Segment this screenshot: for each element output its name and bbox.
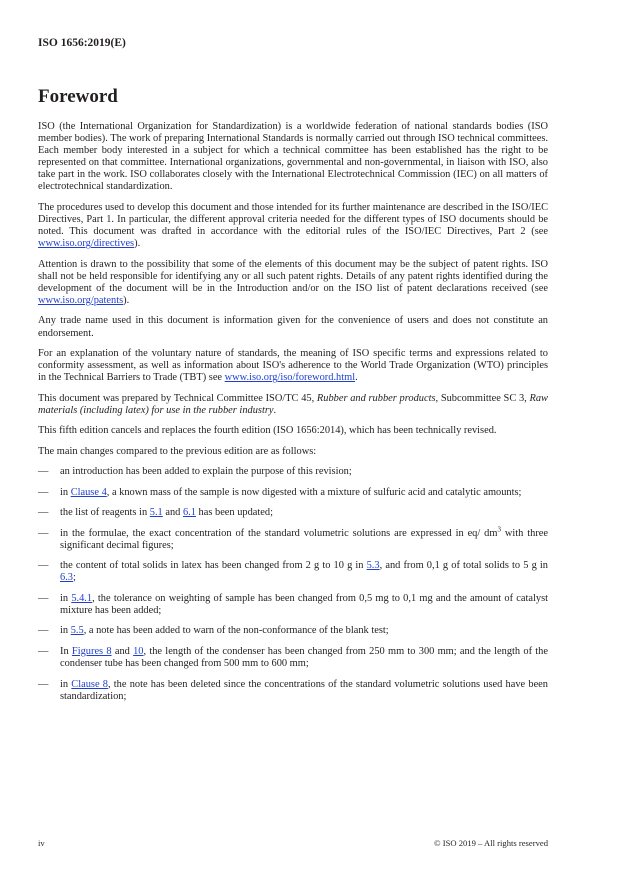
change-text	[60, 507, 548, 519]
bullet-dash: —	[38, 466, 49, 478]
text-segment: and	[111, 645, 134, 657]
change-text	[60, 466, 548, 478]
bullet-dash: —	[38, 507, 49, 519]
text-segment: The main changes compared to the previous edition are as follows:	[38, 445, 317, 457]
text-segment: .	[355, 372, 358, 384]
cross-reference-link[interactable]: 5.1	[149, 507, 163, 519]
cross-reference-link[interactable]: www.iso.org/iso/foreword.html	[224, 372, 356, 384]
foreword-body	[38, 121, 548, 711]
change-text	[60, 487, 548, 499]
paragraph	[38, 446, 548, 458]
text-segment: 3	[497, 525, 501, 534]
paragraph	[38, 202, 548, 250]
cross-reference-link[interactable]: 5.5	[70, 625, 84, 637]
cross-reference-link[interactable]: Figures 8	[71, 645, 112, 657]
bullet-dash: —	[38, 592, 49, 604]
text-segment: , a known mass of the sample is now digested with a mixture of sulfuric acid and catalytic amounts;	[106, 486, 522, 498]
bullet-dash: —	[38, 678, 49, 690]
cross-reference-link[interactable]: 5.4.1	[71, 592, 93, 604]
change-text	[60, 560, 548, 584]
text-segment: in	[60, 678, 72, 690]
text-segment: and	[162, 507, 183, 519]
bullet-dash: —	[38, 625, 49, 637]
change-list-item	[38, 593, 548, 617]
change-list-item	[38, 466, 548, 478]
text-segment: .	[273, 404, 277, 416]
text-segment: in	[60, 486, 71, 498]
change-text	[60, 646, 548, 670]
text-segment: ).	[123, 295, 130, 306]
bullet-dash: —	[38, 527, 49, 539]
text-segment: , the note has been deleted since the concentrations of the standard volumetric solutions used have been standardization;	[60, 678, 548, 702]
text-segment: For an explanation of the voluntary nature of standards, the meaning of ISO specific terms and expressions related to conformity assessment, as well as information about ISO's adherence to the World Trade Organization (WTO) principles in the Technical Barriers to Trade (TBT) see	[38, 348, 548, 384]
change-list-item	[38, 525, 549, 552]
bullet-dash: —	[38, 560, 49, 572]
text-segment: in	[60, 592, 72, 604]
paragraph	[38, 348, 548, 384]
cross-reference-link[interactable]: 5.3	[366, 560, 380, 572]
paragraph	[38, 259, 548, 307]
page-title: Foreword	[38, 86, 118, 107]
document-header: ISO 1656:2019(E)	[38, 37, 126, 49]
paragraph	[38, 425, 548, 437]
cross-reference-link[interactable]: 6.1	[182, 507, 196, 519]
text-segment: ISO (the International Organization for Standardization) is a worldwide federation of national standards bodies (ISO member bodies). The work of preparing International Standards is normally carried out through ISO technical committees. Each member body interested in a subject for which a technical committee has been established has the right to be represented on that committee. International organizations, governmental and non-governmental, in liaison with ISO, also take part in the work. ISO collaborates closely with the International Electrotechnical Commission (IEC) on all matters of electrotechnical standardization.	[38, 121, 548, 193]
text-segment: This document was prepared by Technical Committee ISO/TC 45,	[38, 392, 317, 404]
change-list-item	[38, 646, 548, 670]
text-segment: , the tolerance on weighting of sample has been changed from 0,5 mg to 0,1 mg and the amount of catalyst mixture has been added;	[60, 592, 549, 616]
change-list-item	[38, 560, 548, 584]
change-list-item	[38, 507, 548, 519]
text-segment: has been updated;	[195, 507, 273, 519]
change-text	[60, 525, 549, 552]
cross-reference-link[interactable]: 10	[133, 645, 144, 657]
paragraph	[38, 315, 548, 339]
text-segment: ).	[134, 238, 141, 250]
text-segment: , Subcommittee SC 3,	[435, 392, 530, 404]
change-text	[60, 625, 548, 637]
text-segment: the content of total solids in latex has been changed from 2 g to 10 g in	[60, 560, 367, 572]
italic-text: Rubber and rubber products	[316, 392, 436, 404]
text-segment: Attention is drawn to the possibility that some of the elements of this document may be the subject of patent rights. ISO shall not be held responsible for identifying any or all such patent rights. Details of any patent rights identified during the development of the document will be in the Introduction and/or on the ISO list of patent declarations received (see	[38, 258, 548, 294]
change-text	[60, 679, 548, 703]
change-list-item	[38, 487, 548, 499]
change-list-item	[38, 625, 548, 637]
change-text	[60, 593, 548, 617]
text-segment: The procedures used to develop this document and those intended for its further maintenance are described in the ISO/IEC Directives, Part 1. In particular, the different approval criteria needed for the different types of ISO documents should be noted. This document was drafted in accordance with the editorial rules of the ISO/IEC Directives, Part 2 (see	[38, 201, 548, 238]
text-segment: Any trade name used in this document is information given for the convenience of users and does not constitute an endorsement.	[38, 315, 548, 339]
text-segment: , a note has been added to warn of the non-conformance of the blank test;	[83, 625, 389, 637]
change-list-item	[38, 679, 548, 703]
page-footer	[38, 838, 548, 848]
cross-reference-link[interactable]: Clause 8	[71, 678, 108, 690]
text-segment: ;	[73, 572, 76, 584]
paragraph	[38, 393, 548, 417]
bullet-dash: —	[38, 486, 49, 498]
text-segment: This fifth edition cancels and replaces the fourth edition (ISO 1656:2014), which has been technically revised.	[38, 425, 497, 437]
cross-reference-link[interactable]: www.iso.org/directives	[38, 238, 135, 250]
paragraph	[38, 121, 548, 194]
text-segment: , and from 0,1 g of total solids to 5 g in	[379, 560, 548, 572]
text-segment: the list of reagents in	[60, 507, 150, 519]
cross-reference-link[interactable]: 6.3	[60, 572, 73, 584]
italic-text: Raw materials (including latex) for use in the rubber industry	[38, 392, 548, 416]
text-segment: in the formulae, the exact concentration of the standard volumetric solutions are expressed in eq/ dm	[60, 527, 498, 539]
cross-reference-link[interactable]: www.iso.org/patents	[38, 295, 124, 306]
text-segment: with three significant decimal figures;	[60, 527, 549, 551]
text-segment: In	[60, 645, 72, 657]
copyright-notice: © ISO 2019 – All rights reserved	[434, 838, 548, 848]
page-number: iv	[38, 838, 45, 848]
text-segment: in	[60, 625, 71, 637]
text-segment: an introduction has been added to explain the purpose of this revision;	[60, 466, 352, 478]
bullet-dash: —	[38, 645, 49, 657]
cross-reference-link[interactable]: Clause 4	[70, 486, 107, 498]
text-segment: , the length of the condenser has been changed from 250 mm to 300 mm; and the length of the condenser tube has been changed from 500 mm to 600 mm;	[60, 645, 548, 670]
